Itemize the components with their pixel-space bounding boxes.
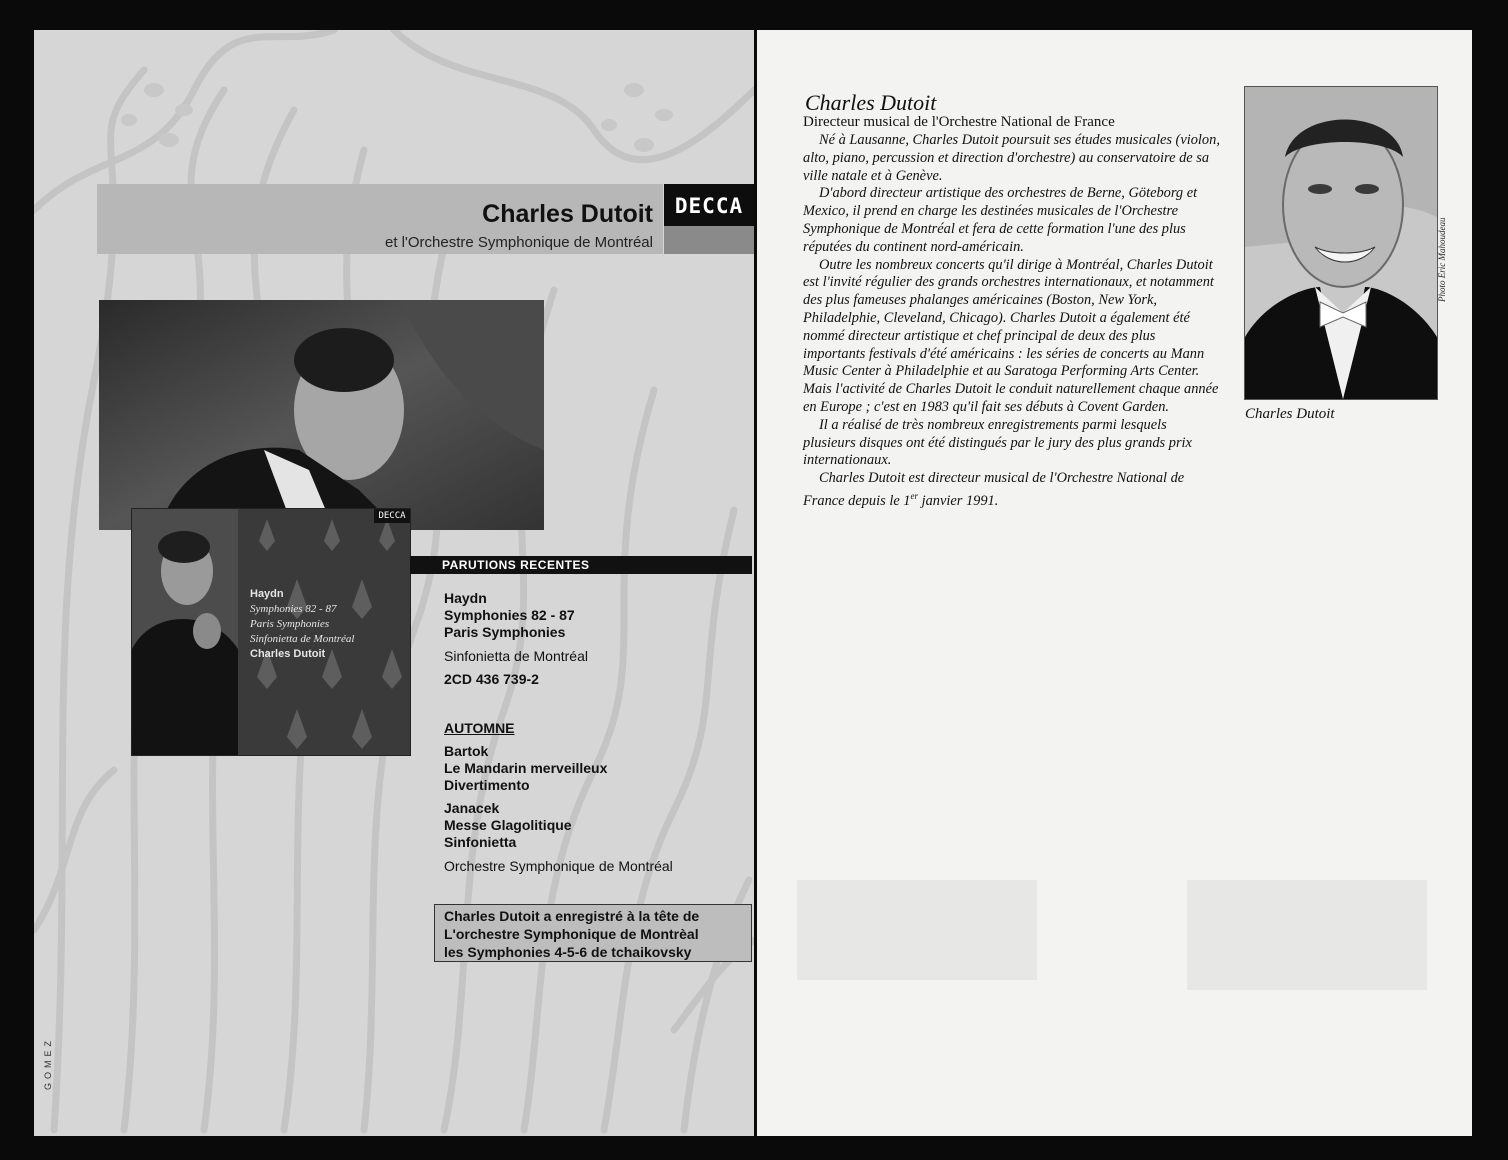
upcoming-block — [444, 720, 673, 875]
conductor-photo — [99, 300, 544, 530]
cd-composer: Haydn — [250, 588, 284, 600]
note-line-2: L'orchestre Symphonique de Montrèal — [444, 926, 699, 942]
cd-decca-label: DECCA — [374, 509, 410, 523]
banner-title: Charles Dutoit — [482, 200, 653, 228]
cd-artist: Charles Dutoit — [250, 648, 326, 660]
bio-paragraph-last: Charles Dutoit est directeur musical de l'Orchestre National de France depuis le 1er janvier 1991. — [803, 470, 1185, 509]
upcoming-work-2b: Sinfonietta — [444, 834, 517, 850]
upcoming-work-1b: Divertimento — [444, 777, 530, 793]
biography-text — [803, 132, 1221, 511]
photo-caption: Charles Dutoit — [1245, 406, 1335, 422]
cd-cover-text — [250, 587, 354, 662]
cd-line-1: Symphonies 82 - 87 — [250, 603, 337, 615]
bio-subtitle: Directeur musical de l'Orchestre National de France — [803, 114, 1115, 130]
note-line-3: les Symphonies 4-5-6 de tchaikovsky — [444, 944, 692, 960]
bio-paragraph: Né à Lausanne, Charles Dutoit poursuit ses études musicales (violon, alto, piano, percussion et direction d'orchestre) au conservatoire de sa ville natale et à Genève. — [803, 132, 1220, 184]
designer-credit: GOMEZ — [43, 1037, 53, 1090]
cd-line-2: Paris Symphonies — [250, 618, 330, 630]
release-composer: Haydn — [444, 590, 487, 606]
bio-paragraph: Outre les nombreux concerts qu'il dirige à Montréal, Charles Dutoit est l'invité régulier des grands orchestres internationaux, et notamment des plus fameuses phalanges américaines (Boston, New York, Philadelphie, Cleveland, Chicago). Charles Dutoit a également été nommé directeur artistique et chef principal de deux des plus importants festivals d'été américains : les séries de concerts au Mann Music Center à Philadelphie et au Saratoga Performing Arts Center. Mais l'activité de Charles Dutoit le conduit naturellement chaque année en Europe ; c'est en 1983 qu'il fait ses débuts à Covent Garden. — [803, 256, 1219, 415]
bio-paragraph: D'abord directeur artistique des orchestres de Berne, Göteborg et Mexico, il prend en charge les destinées musicales de l'Orchestre Symphonique de Montréal et fera de cette formation l'une des plus réputées du continent nord-américain. — [803, 185, 1198, 255]
upcoming-composer-2: Janacek — [444, 800, 500, 816]
upcoming-heading: AUTOMNE — [444, 720, 515, 736]
conductor-photo-image — [99, 300, 544, 530]
release-catalog-number: 2CD 436 739-2 — [444, 671, 539, 687]
portrait-photo — [1244, 86, 1438, 400]
upcoming-work-2a: Messe Glagolitique — [444, 817, 572, 833]
left-page — [34, 30, 754, 1136]
upcoming-composer-1: Bartok — [444, 743, 489, 759]
release-work-1: Symphonies 82 - 87 — [444, 607, 575, 623]
bio-title: Charles Dutoit — [805, 90, 937, 115]
cd-line-3: Sinfonietta de Montréal — [250, 633, 355, 645]
upcoming-ensemble: Orchestre Symphonique de Montréal — [444, 858, 673, 874]
bio-paragraph: Il a réalisé de très nombreux enregistrements parmi lesquels plusieurs disques ont été distingués par le jury des plus grands prix internationaux. — [803, 416, 1192, 469]
cd-cover — [131, 508, 411, 756]
decca-logo — [664, 184, 754, 254]
upcoming-work-1a: Le Mandarin merveilleux — [444, 760, 608, 776]
note-line-1: Charles Dutoit a enregistré à la tête de — [444, 908, 700, 924]
photo-credit: Photo Eric Mahoudeau — [1437, 217, 1447, 302]
decca-logo-text: DECCA — [674, 194, 744, 218]
title-banner — [97, 184, 663, 254]
banner-subtitle: et l'Orchestre Symphonique de Montréal — [384, 234, 653, 251]
portrait-photo-image — [1245, 87, 1437, 399]
release-work-2: Paris Symphonies — [444, 624, 566, 640]
recording-note — [434, 904, 752, 962]
section-header: PARUTIONS RECENTES — [410, 556, 752, 574]
release-block — [444, 590, 588, 688]
right-page — [757, 30, 1472, 1136]
release-ensemble: Sinfonietta de Montréal — [444, 648, 588, 664]
